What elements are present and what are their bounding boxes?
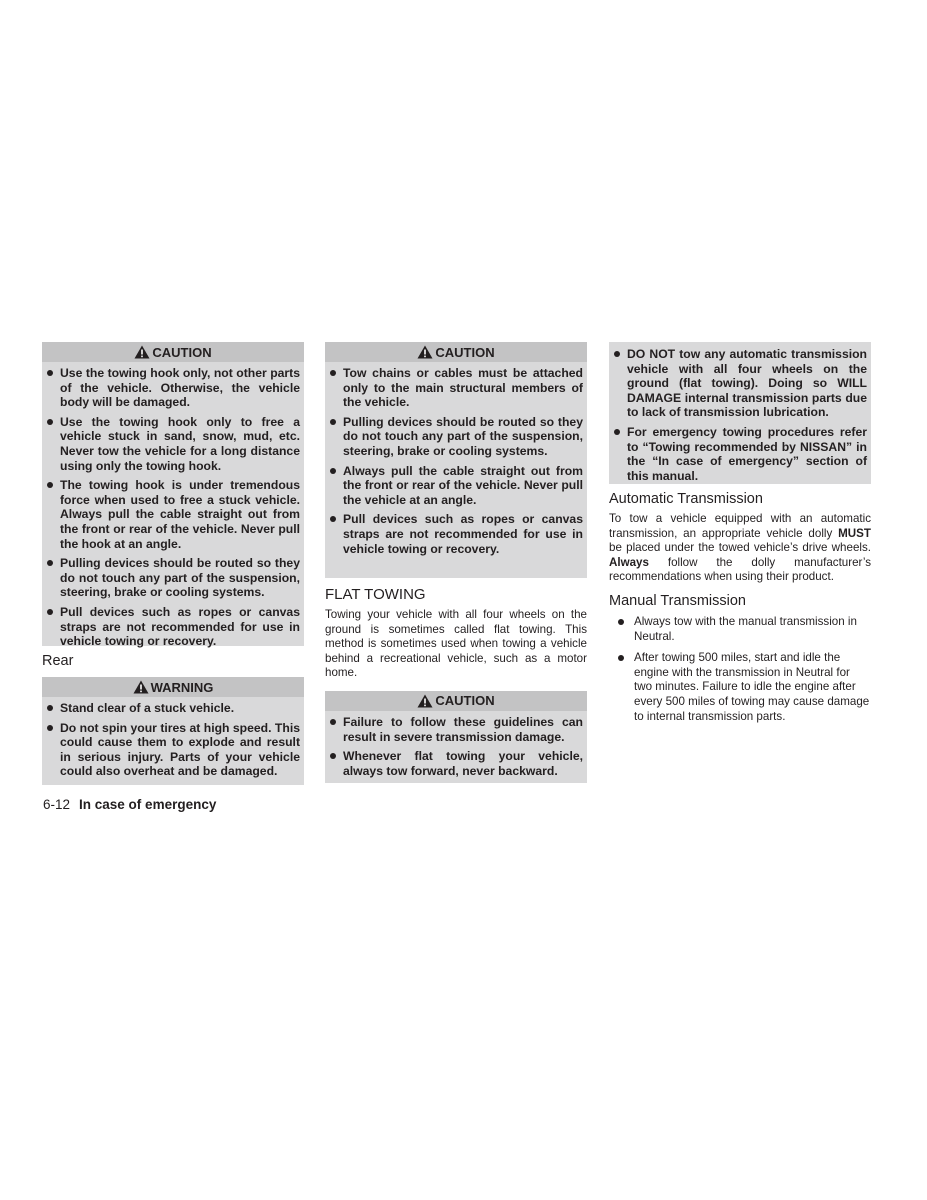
column-3 <box>609 342 871 731</box>
warning-box <box>42 677 304 785</box>
warning-triangle-icon <box>133 680 149 694</box>
list-item: DO NOT tow any automatic transmission vehicle with all four wheels on the ground (flat towing). Doing so WILL DAMAGE internal transmission parts due to lack of transmission lubrication. <box>613 347 867 420</box>
list-item: Stand clear of a stuck vehicle. <box>46 701 300 716</box>
chapter-title: In case of emergency <box>79 797 217 812</box>
list-item: The towing hook is under tremendous force when used to free a stuck vehicle. Always pull the cable straight out from the front or rear of the vehicle. Never pull the hook at an angle. <box>46 478 300 551</box>
automatic-transmission-text: To tow a vehicle equipped with an automatic transmission, an appropriate vehicle dolly MUST be placed under the towed vehicle’s drive wheels. Always follow the dolly manufacturer’s recommendations when using their product. <box>609 512 871 584</box>
column-1 <box>42 342 304 785</box>
column-2 <box>325 342 587 783</box>
caution-box <box>325 342 587 578</box>
warning-triangle-icon <box>417 345 433 359</box>
caution-box <box>42 342 304 649</box>
flat-towing-heading: FLAT TOWING <box>325 586 426 603</box>
list-item: Pulling devices should be routed so they do not touch any part of the suspension, steering, brake or cooling systems. <box>329 415 583 459</box>
warning-header: WARNING <box>42 677 304 697</box>
list-item: Failure to follow these guidelines can result in severe transmission damage. <box>329 715 583 744</box>
warning-triangle-icon <box>417 694 433 708</box>
caution-header: CAUTION <box>325 342 587 362</box>
list-item: Whenever flat towing your vehicle, always tow forward, never backward. <box>329 749 583 778</box>
automatic-transmission-heading: Automatic Transmission <box>609 491 763 507</box>
warning-triangle-icon <box>134 345 150 359</box>
caution-header: CAUTION <box>42 342 304 362</box>
caution-header: CAUTION <box>325 691 587 711</box>
flat-towing-text: Towing your vehicle with all four wheels on the ground is sometimes called flat towing. This method is sometimes used when towing a vehicle behind a recreational vehicle, such as a motor home. <box>325 608 587 680</box>
list-item: Tow chains or cables must be attached only to the main structural members of the vehicle. <box>329 366 583 410</box>
caution-box-continued <box>609 342 871 484</box>
page-footer <box>43 797 216 812</box>
caution-box <box>325 691 587 783</box>
manual-transmission-heading: Manual Transmission <box>609 592 746 609</box>
list-item: Pull devices such as ropes or canvas straps are not recommended for use in vehicle towing or recovery. <box>329 512 583 556</box>
list-item: Pulling devices should be routed so they do not touch any part of the suspension, steering, brake or cooling systems. <box>46 556 300 600</box>
manual-transmission-list <box>609 615 871 724</box>
page-number: 6-12 <box>43 797 71 812</box>
list-item: Do not spin your tires at high speed. This could cause them to explode and result in serious injury. Parts of your vehicle could also overheat and be damaged. <box>46 721 300 779</box>
list-item: Always pull the cable straight out from the front or rear of the vehicle. Never pull the vehicle at an angle. <box>329 464 583 508</box>
list-item: Use the towing hook only, not other parts of the vehicle. Otherwise, the vehicle body will be damaged. <box>46 366 300 410</box>
list-item: Always tow with the manual transmission in Neutral. <box>609 615 871 644</box>
list-item: After towing 500 miles, start and idle the engine with the transmission in Neutral for two minutes. Failure to idle the engine after every 500 miles of towing may cause damage to internal transmission parts. <box>609 651 871 724</box>
list-item: For emergency towing procedures refer to “Towing recommended by NISSAN” in the “In case of emergency” section of this manual. <box>613 425 867 483</box>
list-item: Use the towing hook only to free a vehicle stuck in sand, snow, mud, etc. Never tow the vehicle for a long distance using only the towing hook. <box>46 415 300 473</box>
list-item: Pull devices such as ropes or canvas straps are not recommended for use in vehicle towing or recovery. <box>46 605 300 649</box>
rear-heading: Rear <box>42 653 74 669</box>
